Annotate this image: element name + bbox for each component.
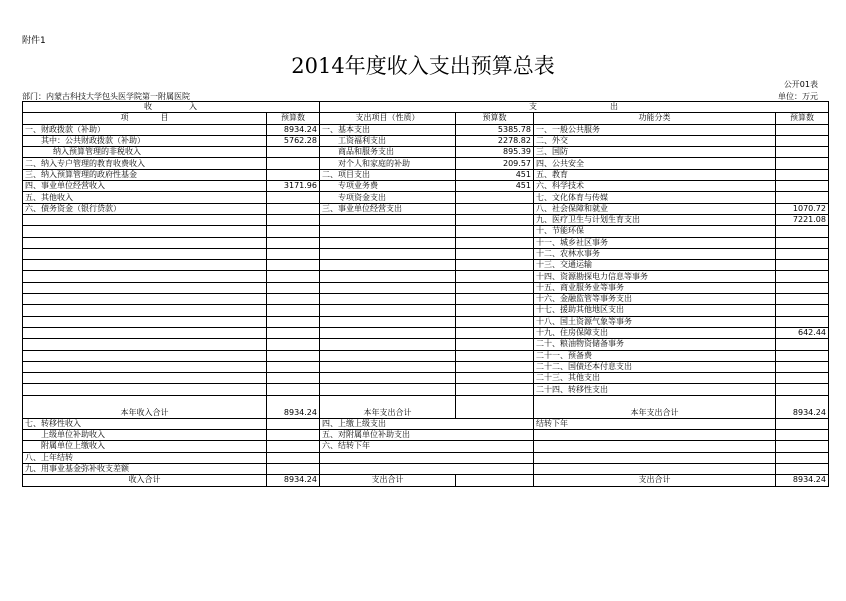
total-function-value: 8934.24 bbox=[776, 475, 829, 486]
expense-item: 对个人和家庭的补助 bbox=[320, 158, 456, 169]
function-item bbox=[534, 463, 776, 474]
expense-budget bbox=[456, 226, 534, 237]
income-item: 二、纳入专户管理的教育收费收入 bbox=[23, 158, 267, 169]
function-item: 结转下年 bbox=[534, 418, 776, 429]
table-row bbox=[23, 441, 829, 452]
function-item bbox=[534, 430, 776, 441]
income-budget bbox=[267, 441, 320, 452]
function-item: 十六、金融监管等事务支出 bbox=[534, 294, 776, 305]
function-item: 十四、资源勘探电力信息等事务 bbox=[534, 271, 776, 282]
attachment-label: 附件1 bbox=[22, 36, 46, 46]
expense-item: 四、上缴上级支出 bbox=[320, 418, 534, 429]
function-budget bbox=[776, 441, 829, 452]
expense-budget bbox=[456, 361, 534, 372]
table-row bbox=[23, 260, 829, 271]
expense-budget: 5385.78 bbox=[456, 124, 534, 135]
function-budget bbox=[776, 260, 829, 271]
col-expense-budget-header: 预算数 bbox=[456, 113, 534, 124]
expense-budget bbox=[456, 203, 534, 214]
function-budget bbox=[776, 135, 829, 146]
expense-budget: 895.39 bbox=[456, 147, 534, 158]
total-row bbox=[23, 475, 829, 486]
expense-item bbox=[320, 237, 456, 248]
income-budget bbox=[267, 147, 320, 158]
income-item: 六、债务资金（银行贷款） bbox=[23, 203, 267, 214]
function-item: 三、国防 bbox=[534, 147, 776, 158]
income-item: 九、用事业基金弥补收支差额 bbox=[23, 463, 267, 474]
income-item bbox=[23, 350, 267, 361]
income-item bbox=[23, 384, 267, 395]
table-row bbox=[23, 124, 829, 135]
income-budget bbox=[267, 169, 320, 180]
expense-item bbox=[320, 271, 456, 282]
expense-item bbox=[320, 305, 456, 316]
expense-item bbox=[320, 260, 456, 271]
expense-group-header: 支 出 bbox=[320, 102, 829, 113]
income-item: 八、上年结转 bbox=[23, 452, 267, 463]
subtotal-expense-value bbox=[456, 395, 534, 418]
page-title: 2014年度收入支出预算总表 bbox=[291, 54, 555, 78]
income-item: 附属单位上缴收入 bbox=[23, 441, 267, 452]
expense-budget bbox=[456, 214, 534, 225]
income-item bbox=[23, 248, 267, 259]
function-budget bbox=[776, 361, 829, 372]
subtotal-function-label: 本年支出合计 bbox=[534, 395, 776, 418]
income-budget bbox=[267, 271, 320, 282]
income-item bbox=[23, 226, 267, 237]
table-row bbox=[23, 271, 829, 282]
expense-budget bbox=[456, 271, 534, 282]
function-budget bbox=[776, 192, 829, 203]
expense-item bbox=[320, 316, 456, 327]
income-item bbox=[23, 339, 267, 350]
table-row bbox=[23, 452, 829, 463]
function-item: 五、教育 bbox=[534, 169, 776, 180]
income-budget: 3171.96 bbox=[267, 181, 320, 192]
income-budget bbox=[267, 248, 320, 259]
income-budget bbox=[267, 203, 320, 214]
table-row bbox=[23, 203, 829, 214]
income-budget bbox=[267, 294, 320, 305]
expense-budget bbox=[456, 373, 534, 384]
income-item bbox=[23, 282, 267, 293]
function-budget: 642.44 bbox=[776, 327, 829, 338]
expense-item: 五、对附属单位补助支出 bbox=[320, 430, 534, 441]
function-item bbox=[534, 441, 776, 452]
function-budget bbox=[776, 452, 829, 463]
expense-item: 六、结转下年 bbox=[320, 441, 534, 452]
income-item: 纳入预算管理的非税收入 bbox=[23, 147, 267, 158]
function-budget bbox=[776, 384, 829, 395]
table-row bbox=[23, 350, 829, 361]
function-budget bbox=[776, 294, 829, 305]
col-function-budget-header: 预算数 bbox=[776, 113, 829, 124]
table-row bbox=[23, 294, 829, 305]
table-row bbox=[23, 226, 829, 237]
expense-item bbox=[320, 361, 456, 372]
function-budget bbox=[776, 418, 829, 429]
income-budget bbox=[267, 260, 320, 271]
table-row bbox=[23, 237, 829, 248]
function-budget bbox=[776, 124, 829, 135]
function-budget bbox=[776, 147, 829, 158]
expense-item bbox=[320, 384, 456, 395]
function-budget: 1070.72 bbox=[776, 203, 829, 214]
income-budget bbox=[267, 339, 320, 350]
expense-item bbox=[320, 463, 534, 474]
expense-budget: 209.57 bbox=[456, 158, 534, 169]
expense-budget: 2278.82 bbox=[456, 135, 534, 146]
total-income-value: 8934.24 bbox=[267, 475, 320, 486]
function-item: 十三、交通运输 bbox=[534, 260, 776, 271]
subtotal-row bbox=[23, 395, 829, 418]
function-budget bbox=[776, 158, 829, 169]
function-budget bbox=[776, 305, 829, 316]
table-column-header bbox=[23, 113, 829, 124]
income-item bbox=[23, 237, 267, 248]
function-item: 二十四、转移性支出 bbox=[534, 384, 776, 395]
function-budget bbox=[776, 282, 829, 293]
expense-item bbox=[320, 294, 456, 305]
expense-budget bbox=[456, 192, 534, 203]
expense-budget bbox=[456, 305, 534, 316]
col-function-header: 功能分类 bbox=[534, 113, 776, 124]
expense-budget: 451 bbox=[456, 181, 534, 192]
income-budget bbox=[267, 214, 320, 225]
function-budget bbox=[776, 237, 829, 248]
income-item: 五、其他收入 bbox=[23, 192, 267, 203]
bottom-rows bbox=[23, 418, 829, 474]
table-row bbox=[23, 339, 829, 350]
income-item: 四、事业单位经营收入 bbox=[23, 181, 267, 192]
income-budget: 8934.24 bbox=[267, 124, 320, 135]
expense-item: 一、基本支出 bbox=[320, 124, 456, 135]
budget-table bbox=[22, 101, 829, 487]
function-budget bbox=[776, 226, 829, 237]
total-expense-label: 支出合计 bbox=[320, 475, 456, 486]
expense-item bbox=[320, 339, 456, 350]
function-item bbox=[534, 452, 776, 463]
subtotal-income-value: 8934.24 bbox=[267, 395, 320, 418]
expense-budget: 451 bbox=[456, 169, 534, 180]
income-item: 上级单位补助收入 bbox=[23, 430, 267, 441]
department-label: 部门：内蒙古科技大学包头医学院第一附属医院 bbox=[22, 92, 190, 101]
income-budget bbox=[267, 384, 320, 395]
income-budget bbox=[267, 192, 320, 203]
function-item: 四、公共安全 bbox=[534, 158, 776, 169]
expense-item bbox=[320, 214, 456, 225]
function-item: 十、节能环保 bbox=[534, 226, 776, 237]
function-budget bbox=[776, 339, 829, 350]
expense-budget bbox=[456, 384, 534, 395]
table-row bbox=[23, 327, 829, 338]
main-rows bbox=[23, 124, 829, 395]
table-row bbox=[23, 282, 829, 293]
table-code: 公开01表 bbox=[783, 80, 818, 89]
function-budget bbox=[776, 271, 829, 282]
income-budget bbox=[267, 430, 320, 441]
expense-item: 专项业务费 bbox=[320, 181, 456, 192]
income-item bbox=[23, 214, 267, 225]
function-budget bbox=[776, 463, 829, 474]
unit-label: 单位：万元 bbox=[778, 92, 818, 101]
table-row bbox=[23, 430, 829, 441]
function-item: 十九、住房保障支出 bbox=[534, 327, 776, 338]
table-row bbox=[23, 214, 829, 225]
income-budget bbox=[267, 361, 320, 372]
expense-item: 专项资金支出 bbox=[320, 192, 456, 203]
table-row bbox=[23, 305, 829, 316]
table-row bbox=[23, 361, 829, 372]
function-budget bbox=[776, 181, 829, 192]
income-item bbox=[23, 260, 267, 271]
income-group-header: 收 入 bbox=[23, 102, 320, 113]
col-item-header: 项 目 bbox=[23, 113, 267, 124]
table-row bbox=[23, 384, 829, 395]
expense-budget bbox=[456, 248, 534, 259]
income-budget bbox=[267, 463, 320, 474]
function-item: 一、一般公共服务 bbox=[534, 124, 776, 135]
income-item bbox=[23, 271, 267, 282]
function-item: 十八、国土资源气象等事务 bbox=[534, 316, 776, 327]
expense-budget bbox=[456, 237, 534, 248]
expense-item bbox=[320, 327, 456, 338]
income-item: 一、财政拨款（补助） bbox=[23, 124, 267, 135]
expense-item bbox=[320, 282, 456, 293]
function-item: 八、社会保障和就业 bbox=[534, 203, 776, 214]
income-item bbox=[23, 373, 267, 384]
subtotal-expense-label: 本年支出合计 bbox=[320, 395, 456, 418]
total-expense-value bbox=[456, 475, 534, 486]
expense-budget bbox=[456, 316, 534, 327]
expense-budget bbox=[456, 327, 534, 338]
expense-budget bbox=[456, 260, 534, 271]
expense-item: 工资福利支出 bbox=[320, 135, 456, 146]
income-budget bbox=[267, 158, 320, 169]
function-budget bbox=[776, 430, 829, 441]
function-item: 九、医疗卫生与计划生育支出 bbox=[534, 214, 776, 225]
income-budget bbox=[267, 350, 320, 361]
expense-item bbox=[320, 248, 456, 259]
income-item bbox=[23, 361, 267, 372]
income-budget bbox=[267, 452, 320, 463]
expense-item: 商品和服务支出 bbox=[320, 147, 456, 158]
expense-budget bbox=[456, 339, 534, 350]
total-function-label: 支出合计 bbox=[534, 475, 776, 486]
subtotal-income-label: 本年收入合计 bbox=[23, 395, 267, 418]
table-row bbox=[23, 192, 829, 203]
expense-item bbox=[320, 226, 456, 237]
income-item bbox=[23, 294, 267, 305]
table-row bbox=[23, 147, 829, 158]
income-budget bbox=[267, 327, 320, 338]
table-row bbox=[23, 158, 829, 169]
expense-item bbox=[320, 350, 456, 361]
function-item: 十七、援助其他地区支出 bbox=[534, 305, 776, 316]
income-item bbox=[23, 316, 267, 327]
table-row bbox=[23, 463, 829, 474]
function-item: 十五、商业服务业等事务 bbox=[534, 282, 776, 293]
expense-item: 二、项目支出 bbox=[320, 169, 456, 180]
income-item: 其中：公共财政拨款（补助） bbox=[23, 135, 267, 146]
function-item: 十一、城乡社区事务 bbox=[534, 237, 776, 248]
income-item bbox=[23, 305, 267, 316]
income-budget bbox=[267, 282, 320, 293]
income-item: 三、纳入预算管理的政府性基金 bbox=[23, 169, 267, 180]
subtotal-function-value: 8934.24 bbox=[776, 395, 829, 418]
income-budget bbox=[267, 305, 320, 316]
income-item bbox=[23, 327, 267, 338]
function-item: 十二、农林水事务 bbox=[534, 248, 776, 259]
income-item: 七、转移性收入 bbox=[23, 418, 267, 429]
expense-item bbox=[320, 373, 456, 384]
expense-item bbox=[320, 452, 534, 463]
total-income-label: 收入合计 bbox=[23, 475, 267, 486]
col-expense-item-header: 支出项目（性质） bbox=[320, 113, 456, 124]
function-item: 二十一、预备费 bbox=[534, 350, 776, 361]
expense-budget bbox=[456, 294, 534, 305]
function-item: 二、外交 bbox=[534, 135, 776, 146]
function-budget bbox=[776, 316, 829, 327]
table-row bbox=[23, 135, 829, 146]
income-budget bbox=[267, 373, 320, 384]
table-group-header bbox=[23, 102, 829, 113]
income-budget bbox=[267, 418, 320, 429]
function-budget bbox=[776, 350, 829, 361]
expense-item: 三、事业单位经营支出 bbox=[320, 203, 456, 214]
function-budget bbox=[776, 248, 829, 259]
expense-budget bbox=[456, 350, 534, 361]
function-budget bbox=[776, 169, 829, 180]
expense-budget bbox=[456, 282, 534, 293]
table-row bbox=[23, 169, 829, 180]
income-budget bbox=[267, 226, 320, 237]
income-budget: 5762.28 bbox=[267, 135, 320, 146]
function-item: 二十二、国债还本付息支出 bbox=[534, 361, 776, 372]
function-item: 七、文化体育与传媒 bbox=[534, 192, 776, 203]
function-item: 二十三、其他支出 bbox=[534, 373, 776, 384]
table-row bbox=[23, 316, 829, 327]
col-income-budget-header: 预算数 bbox=[267, 113, 320, 124]
function-item: 二十、粮油物资储备事务 bbox=[534, 339, 776, 350]
function-budget: 7221.08 bbox=[776, 214, 829, 225]
function-budget bbox=[776, 373, 829, 384]
table-row bbox=[23, 248, 829, 259]
income-budget bbox=[267, 316, 320, 327]
table-row bbox=[23, 418, 829, 429]
function-item: 六、科学技术 bbox=[534, 181, 776, 192]
income-budget bbox=[267, 237, 320, 248]
table-row bbox=[23, 373, 829, 384]
table-row bbox=[23, 181, 829, 192]
